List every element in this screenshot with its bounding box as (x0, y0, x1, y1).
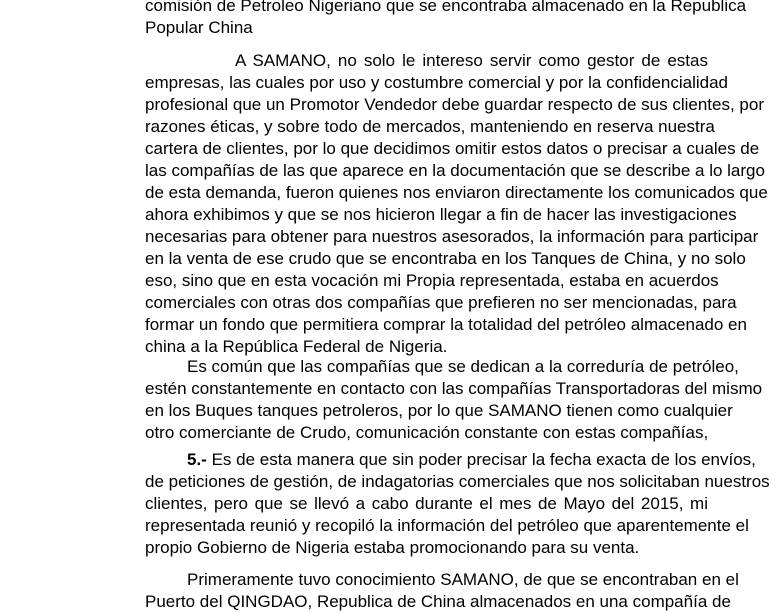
text-line: Popular China (145, 18, 253, 37)
text-line: comisión de Petroleo Nigeriano que se encontraba almacenado en la Republica (145, 0, 747, 15)
text-line: Es común que las compañías que se dedican a la correduría de petróleo, (187, 357, 739, 376)
text-line: Primeramente tuvo conocimiento SAMANO, de que se encontraban en el (187, 570, 739, 589)
text-line: clientes, pero que se llevó a cabo durante el mes de Mayo del 2015, mi (145, 494, 708, 513)
text-line: empresas, las cuales por uso y costumbre comercial y por la confidencialidad (145, 73, 728, 92)
text-line: eso, sino que en esta vocación mi Propia representada, estaba en acuerdos (145, 271, 719, 290)
text-line: las compañías de las que aparece en la documentación que se describe a lo largo (145, 161, 765, 180)
text-line: Es de esta manera que sin poder precisar la fecha exacta de los envíos, (211, 450, 756, 469)
text-line: china a la República Federal de Nigeria. (145, 337, 448, 356)
text-line: A SAMANO, no solo le intereso servir como gestor de estas (235, 51, 708, 70)
text-line: necesarias para obtener para nuestros asesorados, la información para participar (145, 227, 759, 246)
text-line: Puerto del QINGDAO, Republica de China almacenados en una compañía de (145, 592, 731, 611)
text-line: formar un fondo que permitiera comprar la totalidad del petróleo almacenado en (145, 315, 747, 334)
text-line: en los Buques tanques petroleros, por lo que SAMANO tienen como cualquier (145, 401, 733, 420)
text-line: cartera de clientes, por lo que decidimos omitir estos datos o precisar a cuales de (145, 139, 760, 158)
section-number: 5.- (187, 450, 207, 469)
text-line: otro comerciante de Crudo, comunicación constante con estas compañías, (145, 423, 709, 442)
text-line: representada reunió y recopiló la información del petróleo que aparentemente el (145, 516, 749, 535)
text-line: estén constantemente en contacto con las compañías Transportadoras del mismo (145, 379, 763, 398)
numbered-line (187, 449, 756, 471)
text-line: propio Gobierno de Nigeria estaba promocionando para su venta. (145, 538, 640, 557)
text-line: razones éticas, y sobre todo de mercados, manteniendo en reserva nuestra (145, 117, 715, 136)
text-line: de esta demanda, fueron quienes nos enviaron directamente los comunicados que (145, 183, 768, 202)
text-line: de peticiones de gestión, de indagatorias comerciales que nos solicitaban nuestros (145, 472, 770, 491)
text-line: comerciales con otras dos compañías que prefieren no ser mencionadas, para (145, 293, 737, 312)
text-line: ahora exhibimos y que se nos hicieron llegar a fin de hacer las investigaciones (145, 205, 737, 224)
text-line: profesional que un Promotor Vendedor debe guardar respecto de sus clientes, por (145, 95, 765, 114)
text-line: en la venta de ese crudo que se encontraba en los Tanques de China, y no solo (145, 249, 746, 268)
